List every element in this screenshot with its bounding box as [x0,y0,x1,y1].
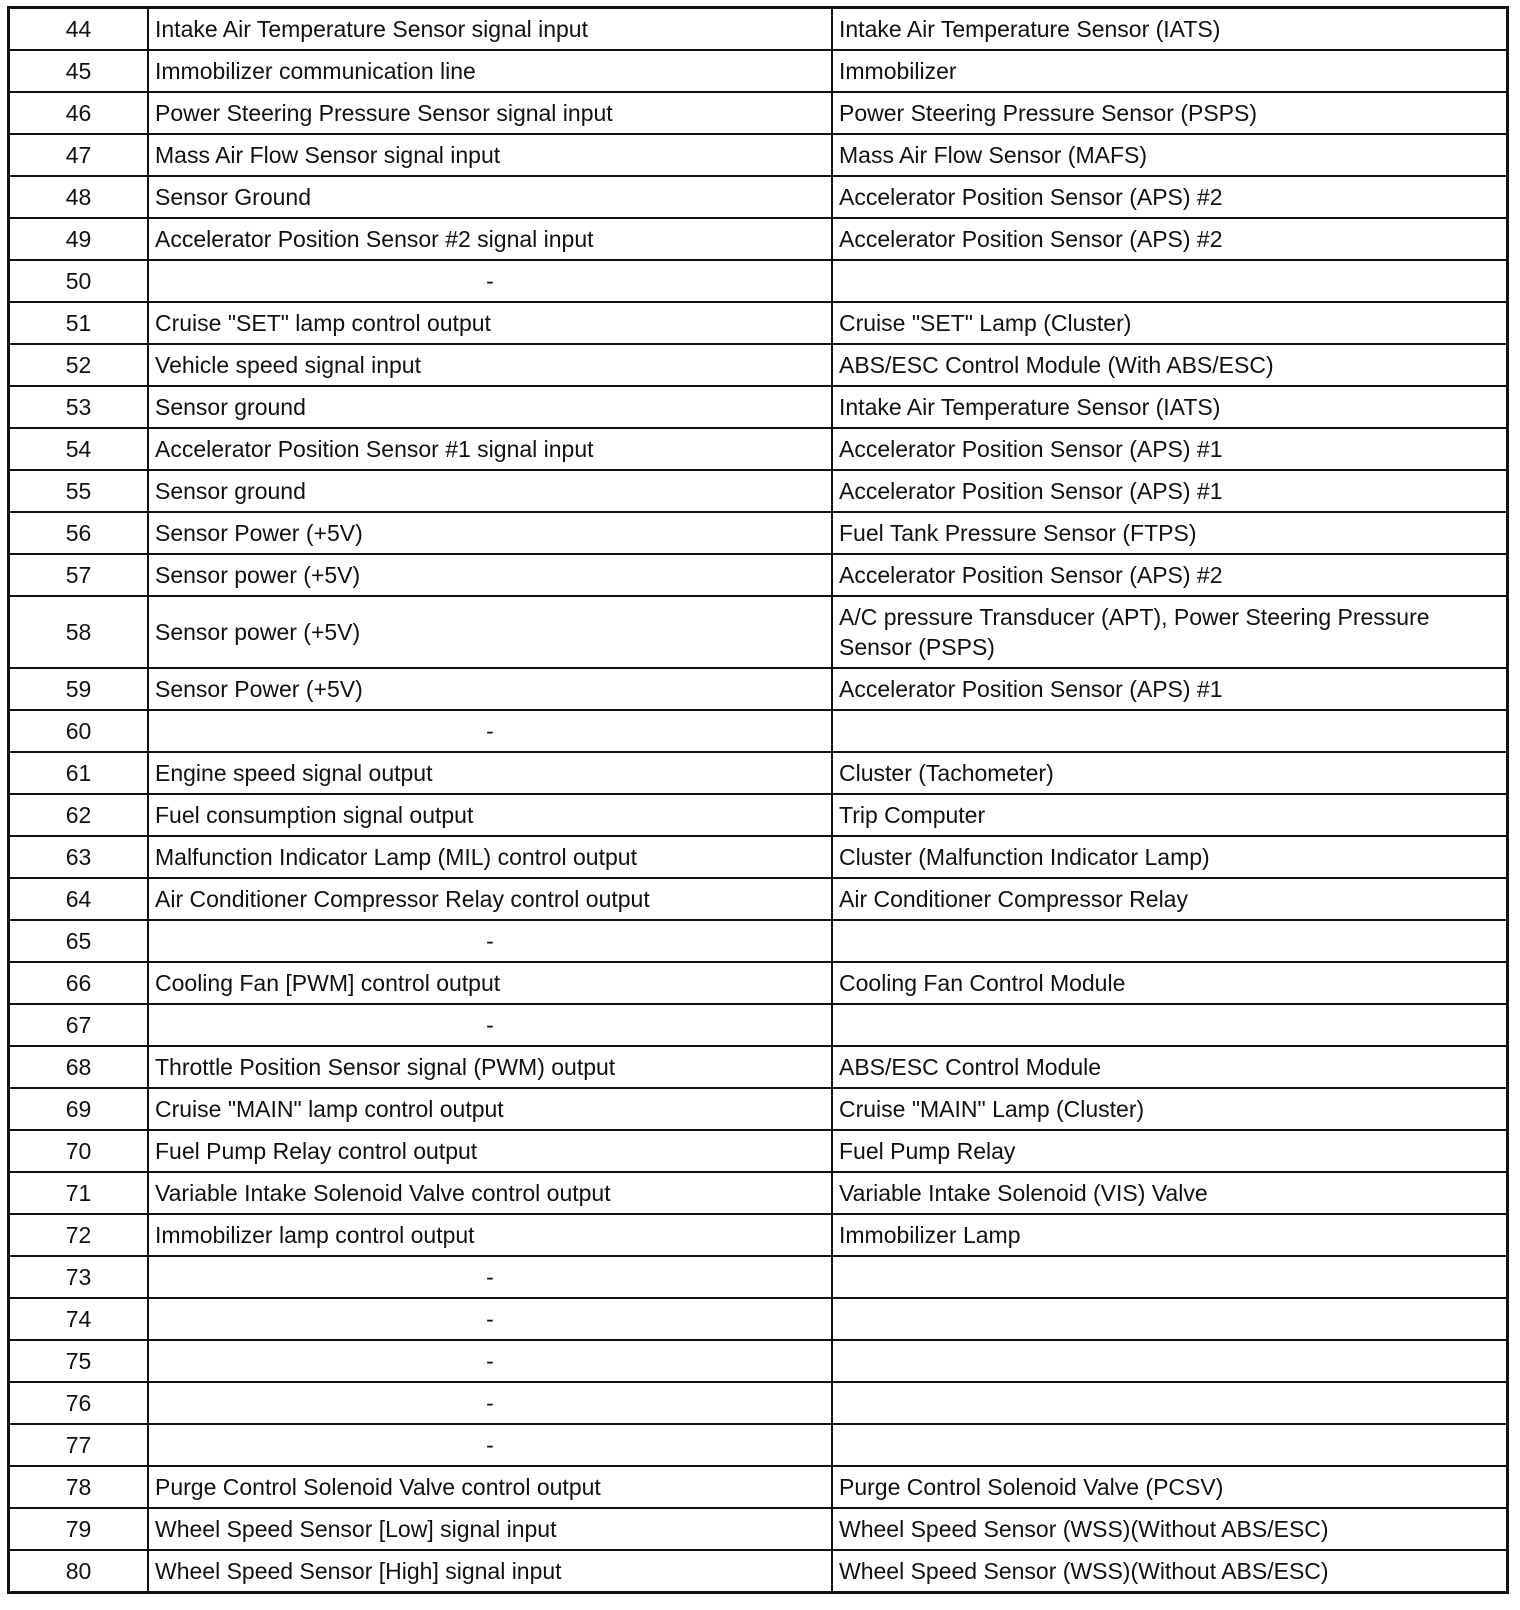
description-cell: Variable Intake Solenoid Valve control output [148,1172,832,1214]
table-row [9,1046,1508,1088]
table-row [9,1508,1508,1550]
table-row [9,386,1508,428]
pin-number-cell: 55 [9,470,149,512]
description-cell: Air Conditioner Compressor Relay control output [148,878,832,920]
pin-number-cell: 79 [9,1508,149,1550]
pin-number-cell: 65 [9,920,149,962]
description-cell: Accelerator Position Sensor #1 signal input [148,428,832,470]
connected-to-cell [832,1424,1508,1466]
pin-number-cell: 45 [9,50,149,92]
connected-to-cell: Fuel Tank Pressure Sensor (FTPS) [832,512,1508,554]
description-cell: Power Steering Pressure Sensor signal input [148,92,832,134]
connected-to-cell: Immobilizer [832,50,1508,92]
pin-number-cell: 51 [9,302,149,344]
pin-number-cell: 70 [9,1130,149,1172]
pin-number-cell: 49 [9,218,149,260]
connected-to-cell: Intake Air Temperature Sensor (IATS) [832,8,1508,51]
pin-number-cell: 67 [9,1004,149,1046]
pin-number-cell: 60 [9,710,149,752]
connected-to-cell: Fuel Pump Relay [832,1130,1508,1172]
description-cell: - [148,1340,832,1382]
table-row [9,470,1508,512]
pin-number-cell: 50 [9,260,149,302]
pin-number-cell: 73 [9,1256,149,1298]
connected-to-cell: Wheel Speed Sensor (WSS)(Without ABS/ESC) [832,1550,1508,1593]
pin-number-cell: 66 [9,962,149,1004]
pin-number-cell: 57 [9,554,149,596]
table-row [9,1130,1508,1172]
connected-to-cell: Accelerator Position Sensor (APS) #1 [832,668,1508,710]
pin-number-cell: 46 [9,92,149,134]
table-row [9,710,1508,752]
table-row [9,554,1508,596]
pin-number-cell: 56 [9,512,149,554]
connected-to-cell: Wheel Speed Sensor (WSS)(Without ABS/ESC) [832,1508,1508,1550]
description-cell: Immobilizer communication line [148,50,832,92]
pin-number-cell: 71 [9,1172,149,1214]
pin-number-cell: 61 [9,752,149,794]
table-row [9,176,1508,218]
pin-number-cell: 48 [9,176,149,218]
pin-number-cell: 75 [9,1340,149,1382]
table-row [9,1172,1508,1214]
connected-to-cell: Accelerator Position Sensor (APS) #2 [832,554,1508,596]
description-cell: Cruise "SET" lamp control output [148,302,832,344]
table-row [9,1256,1508,1298]
description-cell: Sensor power (+5V) [148,554,832,596]
description-cell: - [148,1298,832,1340]
pin-number-cell: 69 [9,1088,149,1130]
connected-to-cell: A/C pressure Transducer (APT), Power Steering Pressure Sensor (PSPS) [832,596,1508,668]
table-row [9,302,1508,344]
table-row [9,50,1508,92]
connected-to-cell: Cruise "MAIN" Lamp (Cluster) [832,1088,1508,1130]
description-cell: - [148,710,832,752]
connected-to-cell [832,1004,1508,1046]
connected-to-cell: Accelerator Position Sensor (APS) #2 [832,218,1508,260]
description-cell: Mass Air Flow Sensor signal input [148,134,832,176]
connected-to-cell: Accelerator Position Sensor (APS) #1 [832,470,1508,512]
pin-number-cell: 58 [9,596,149,668]
connected-to-cell [832,1382,1508,1424]
description-cell: Malfunction Indicator Lamp (MIL) control output [148,836,832,878]
table-row [9,428,1508,470]
pin-number-cell: 78 [9,1466,149,1508]
table-row [9,218,1508,260]
pin-number-cell: 62 [9,794,149,836]
table-row [9,1004,1508,1046]
table-row [9,134,1508,176]
pin-table [7,6,1509,1594]
connected-to-cell: Air Conditioner Compressor Relay [832,878,1508,920]
connected-to-cell: Power Steering Pressure Sensor (PSPS) [832,92,1508,134]
description-cell: Intake Air Temperature Sensor signal input [148,8,832,51]
pin-number-cell: 76 [9,1382,149,1424]
table-row [9,1424,1508,1466]
table-row [9,1340,1508,1382]
pin-number-cell: 52 [9,344,149,386]
table-row [9,752,1508,794]
table-row [9,1298,1508,1340]
connected-to-cell: Mass Air Flow Sensor (MAFS) [832,134,1508,176]
description-cell: - [148,1382,832,1424]
connected-to-cell [832,1340,1508,1382]
table-row [9,836,1508,878]
connected-to-cell: Cluster (Tachometer) [832,752,1508,794]
table-row [9,794,1508,836]
table-row [9,1382,1508,1424]
connected-to-cell: Purge Control Solenoid Valve (PCSV) [832,1466,1508,1508]
description-cell: Fuel Pump Relay control output [148,1130,832,1172]
pin-number-cell: 64 [9,878,149,920]
description-cell: Wheel Speed Sensor [High] signal input [148,1550,832,1593]
connected-to-cell: Cooling Fan Control Module [832,962,1508,1004]
connected-to-cell: Variable Intake Solenoid (VIS) Valve [832,1172,1508,1214]
table-row [9,920,1508,962]
description-cell: Wheel Speed Sensor [Low] signal input [148,1508,832,1550]
connected-to-cell [832,1298,1508,1340]
table-row [9,92,1508,134]
description-cell: Cooling Fan [PWM] control output [148,962,832,1004]
description-cell: - [148,1424,832,1466]
description-cell: Vehicle speed signal input [148,344,832,386]
connected-to-cell: Cruise "SET" Lamp (Cluster) [832,302,1508,344]
description-cell: - [148,260,832,302]
description-cell: Immobilizer lamp control output [148,1214,832,1256]
description-cell: - [148,1004,832,1046]
connected-to-cell: Immobilizer Lamp [832,1214,1508,1256]
pin-number-cell: 68 [9,1046,149,1088]
description-cell: Sensor Power (+5V) [148,512,832,554]
description-cell: Sensor power (+5V) [148,596,832,668]
pin-number-cell: 77 [9,1424,149,1466]
table-row [9,962,1508,1004]
connected-to-cell [832,920,1508,962]
description-cell: Accelerator Position Sensor #2 signal input [148,218,832,260]
table-row [9,1088,1508,1130]
description-cell: - [148,1256,832,1298]
table-row [9,344,1508,386]
table-row [9,1550,1508,1593]
description-cell: Sensor Power (+5V) [148,668,832,710]
description-cell: Engine speed signal output [148,752,832,794]
description-cell: Sensor Ground [148,176,832,218]
pin-table-body [9,8,1508,1593]
connected-to-cell: Accelerator Position Sensor (APS) #2 [832,176,1508,218]
description-cell: Sensor ground [148,386,832,428]
table-row [9,596,1508,668]
description-cell: Fuel consumption signal output [148,794,832,836]
connected-to-cell: ABS/ESC Control Module [832,1046,1508,1088]
description-cell: Purge Control Solenoid Valve control output [148,1466,832,1508]
connected-to-cell [832,710,1508,752]
connected-to-cell: ABS/ESC Control Module (With ABS/ESC) [832,344,1508,386]
table-row [9,512,1508,554]
description-cell: Cruise "MAIN" lamp control output [148,1088,832,1130]
table-row [9,878,1508,920]
table-row [9,668,1508,710]
connected-to-cell: Accelerator Position Sensor (APS) #1 [832,428,1508,470]
table-row [9,1214,1508,1256]
pin-number-cell: 59 [9,668,149,710]
pin-number-cell: 80 [9,1550,149,1593]
pin-number-cell: 54 [9,428,149,470]
pin-number-cell: 74 [9,1298,149,1340]
connected-to-cell: Intake Air Temperature Sensor (IATS) [832,386,1508,428]
connected-to-cell: Cluster (Malfunction Indicator Lamp) [832,836,1508,878]
table-row [9,1466,1508,1508]
pin-number-cell: 63 [9,836,149,878]
connected-to-cell [832,260,1508,302]
table-row [9,8,1508,51]
connected-to-cell: Trip Computer [832,794,1508,836]
connected-to-cell [832,1256,1508,1298]
description-cell: - [148,920,832,962]
pin-number-cell: 72 [9,1214,149,1256]
description-cell: Throttle Position Sensor signal (PWM) output [148,1046,832,1088]
pin-number-cell: 53 [9,386,149,428]
table-row [9,260,1508,302]
description-cell: Sensor ground [148,470,832,512]
pin-number-cell: 44 [9,8,149,51]
pin-number-cell: 47 [9,134,149,176]
